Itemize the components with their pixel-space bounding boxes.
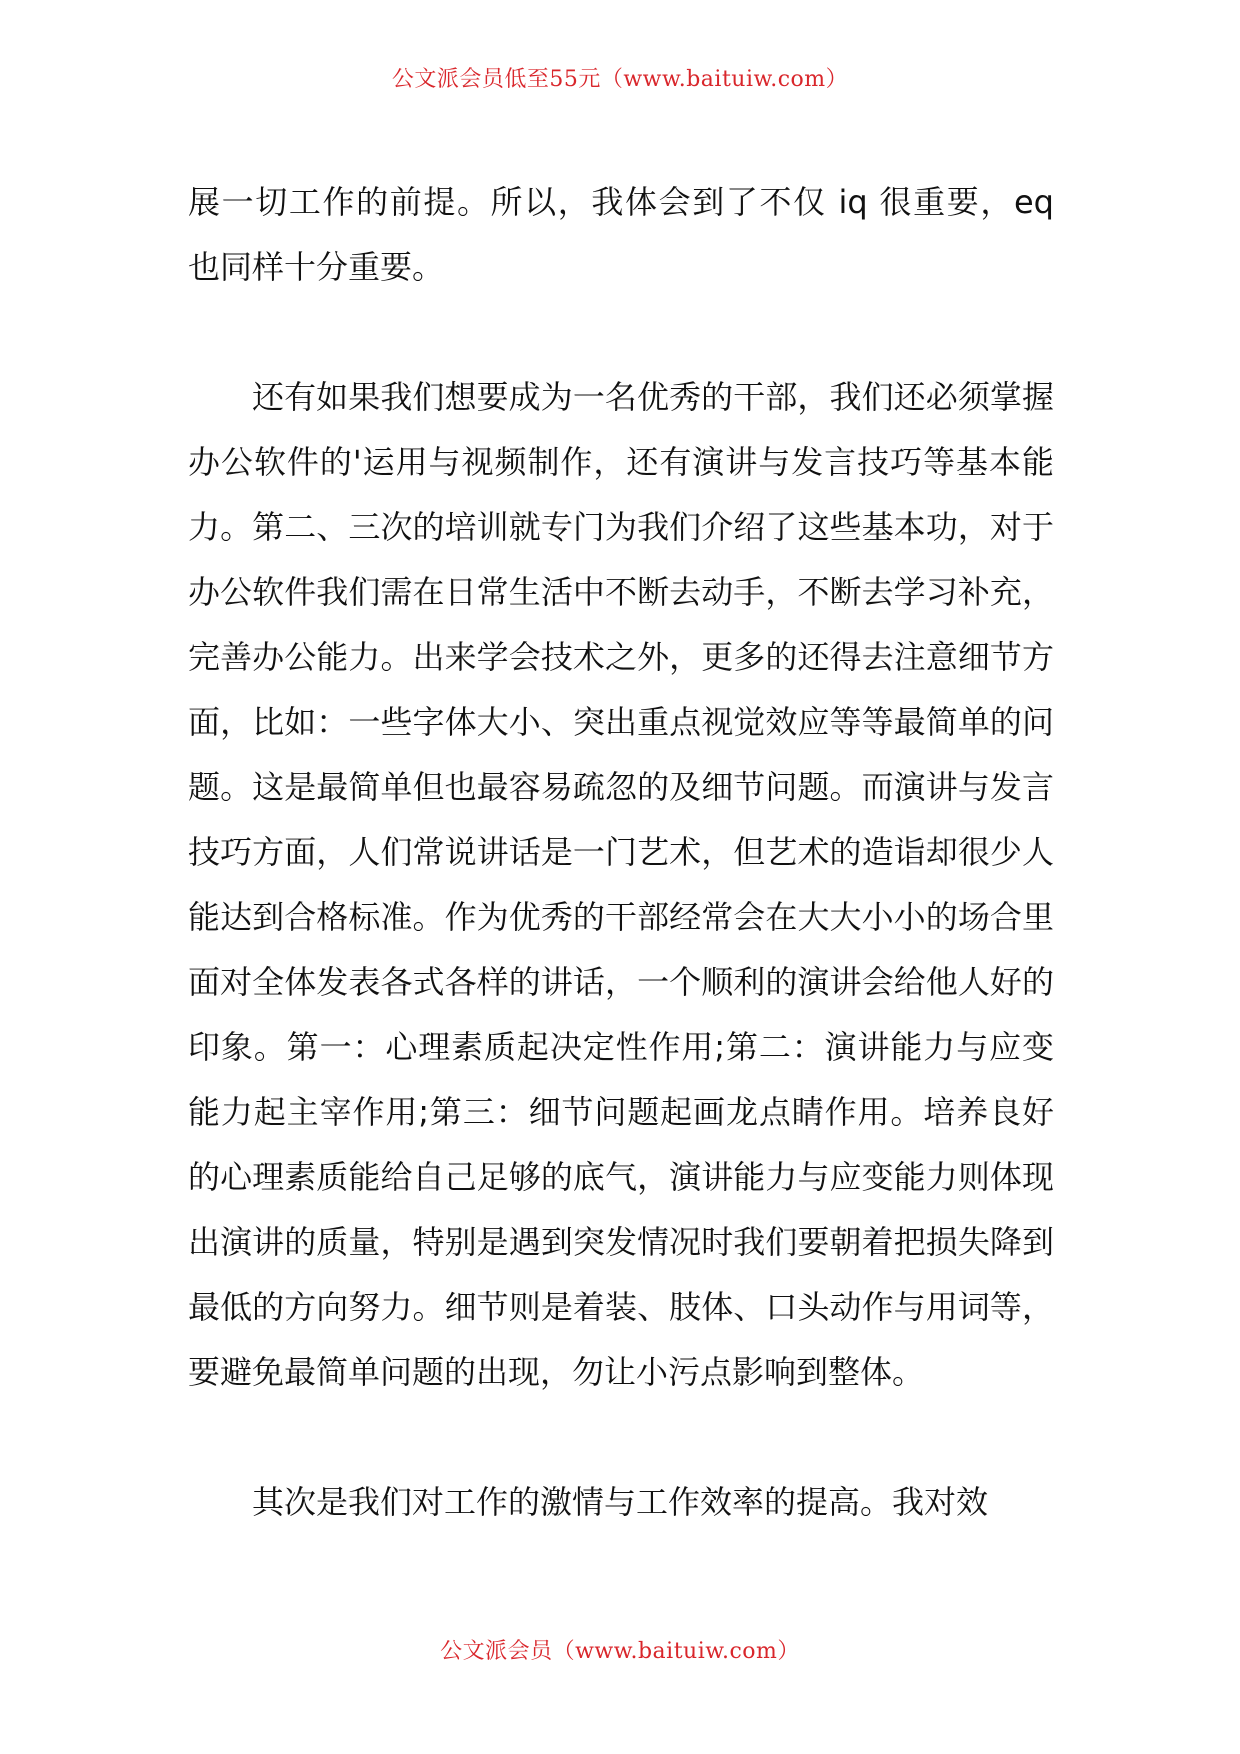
paragraph-spacer [188,1405,1054,1470]
paragraph-skills: 还有如果我们想要成为一名优秀的干部，我们还必须掌握办公软件的'运用与视频制作，还有演讲与发言技巧等基本能力。第二、三次的培训就专门为我们介绍了这些基本功，对于办公软件我们需在日常生活中不断去动手，不断去学习补充，完善办公能力。出来学会技术之外，更多的还得去注意细节方面，比如：一些字体大小、突出重点视觉效应等等最简单的问题。这是最简单但也最容易疏忽的及细节问题。而演讲与发言技巧方面，人们常说讲话是一门艺术，但艺术的造诣却很少人能达到合格标准。作为优秀的干部经常会在大大小小的场合里面对全体发表各式各样的讲话，一个顺利的演讲会给他人好的印象。第一：心理素质起决定性作用;第二：演讲能力与应变能力起主宰作用;第三：细节问题起画龙点睛作用。培养良好的心理素质能给自己足够的底气，演讲能力与应变能力则体现出演讲的质量，特别是遇到突发情况时我们要朝着把损失降到最低的方向努力。细节则是着装、肢体、口头动作与用词等，要避免最简单问题的出现，勿让小污点影响到整体。 [188,378,1054,1391]
paragraph-continuation: 展一切工作的前提。所以，我体会到了不仅 iq 很重要，eq 也同样十分重要。 [188,183,1054,286]
paragraph-passion: 其次是我们对工作的激情与工作效率的提高。我对效 [252,1483,989,1521]
page-header-watermark: 公文派会员低至55元（www.baituiw.com） [391,67,849,92]
paragraph-spacer [188,300,1054,365]
document-body [188,170,1054,1535]
page-footer-watermark: 公文派会员（www.baituiw.com） [440,1639,800,1664]
